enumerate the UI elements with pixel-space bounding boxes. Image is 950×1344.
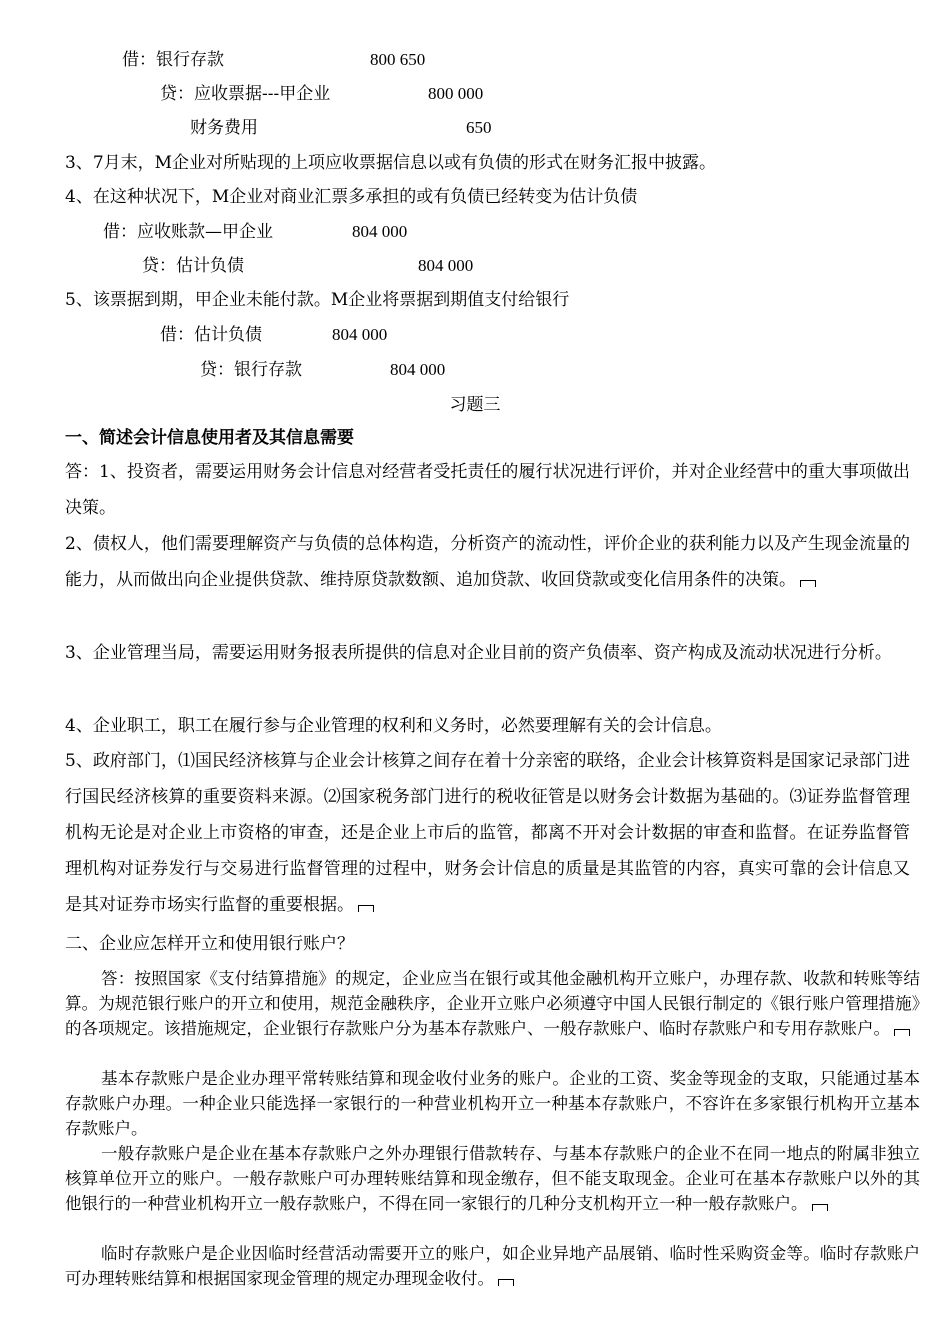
entry3-credit-amount: 804 000	[390, 360, 446, 379]
question-2-heading: 二、企业应怎样开立和使用银行账户？	[65, 934, 354, 954]
answer-3-paragraph: 3、企业管理当局，需要运用财务报表所提供的信息对企业目前的资产负债率、资产构成及流动状况进行分析。	[65, 643, 892, 663]
paragraph-3-text: 一般存款账户是企业在基本存款账户之外办理银行借款转存、与基本存款账户的企业不在同一地点的附属非独立核算单位开立的账户。一般存款账户可办理转账结算和现金缴存，但不能支取现金。企业可在基本存款账户以外的其他银行的一种营业机构开立一般存款账户，不得在同一家银行的几种分支机构开立一种一般存款账户。	[65, 1144, 920, 1213]
paragraph-mark-icon	[800, 580, 816, 587]
entry1-debit-amount: 800 650	[370, 50, 426, 69]
paragraph-mark-icon	[894, 1029, 910, 1036]
answer-4-paragraph: 4、企业职工，职工在履行参与企业管理的权利和义务时，必然要理解有关的会计信息。	[65, 716, 722, 736]
question-1-heading: 一、简述会计信息使用者及其信息需要	[65, 428, 354, 448]
step-4-text: 4、在这种状况下，M企业对商业汇票多承担的或有负债已经转变为估计负债	[65, 187, 638, 207]
paragraph-mark-icon	[358, 905, 374, 912]
entry1-credit2-label: 财务费用	[190, 118, 258, 138]
answer-2-paragraph	[65, 526, 910, 598]
section-title: 习题三	[449, 395, 501, 415]
step-3-text: 3、7月末，M企业对所贴现的上项应收票据信息以或有负债的形式在财务汇报中披露。	[65, 153, 717, 173]
step-5-text: 5、该票据到期，甲企业未能付款。M企业将票据到期值支付给银行	[65, 290, 570, 310]
question-2-paragraph-3	[65, 1141, 920, 1216]
question-2-paragraph-4	[65, 1241, 920, 1291]
answer-1-paragraph: 答：1、投资者，需要运用财务会计信息对经营者受托责任的履行状况进行评价，并对企业经营中的重大事项做出决策。	[65, 462, 910, 518]
answer-5-paragraph	[65, 743, 910, 923]
entry3-debit-amount: 804 000	[332, 325, 388, 344]
entry1-credit2-amount: 650	[466, 118, 492, 137]
entry3-debit-label: 借：估计负债	[160, 325, 262, 345]
entry2-debit-amount: 804 000	[352, 222, 408, 241]
entry2-credit-label: 贷：估计负债	[142, 256, 244, 276]
entry3-credit-label: 贷：银行存款	[200, 360, 302, 380]
paragraph-4-text: 临时存款账户是企业因临时经营活动需要开立的账户，如企业异地产品展销、临时性采购资金等。临时存款账户可办理转账结算和根据国家现金管理的规定办理现金收付。	[65, 1244, 920, 1288]
question-2-paragraph-2: 基本存款账户是企业办理平常转账结算和现金收付业务的账户。企业的工资、奖金等现金的支取，只能通过基本存款账户办理。一种企业只能选择一家银行的一种营业机构开立一种基本存款账户，不容许在多家银行机构开立基本存款账户。	[65, 1069, 920, 1138]
entry1-credit-label: 贷：应收票据---甲企业	[160, 84, 331, 104]
answer-5-text: 5、政府部门，⑴国民经济核算与企业会计核算之间存在着十分亲密的联络，企业会计核算资料是国家记录部门进行国民经济核算的重要资料来源。⑵国家税务部门进行的税收征管是以财务会计数据为基础的。⑶证券监督管理机构无论是对企业上市资格的审查，还是企业上市后的监管，都离不开对会计数据的审查和监督。在证券监督管理机构对证券发行与交易进行监督管理的过程中，财务会计信息的质量是其监管的内容，真实可靠的会计信息又是其对证券市场实行监督的重要根据。	[65, 751, 910, 915]
question-2-paragraph-1	[65, 966, 920, 1041]
entry2-debit-label: 借：应收账款—甲企业	[103, 222, 273, 242]
entry2-credit-amount: 804 000	[418, 256, 474, 275]
paragraph-mark-icon	[812, 1204, 828, 1211]
paragraph-1-text: 答：按照国家《支付结算措施》的规定，企业应当在银行或其他金融机构开立账户，办理存款、收款和转账等结算。为规范银行账户的开立和使用，规范金融秩序，企业开立账户必须遵守中国人民银行制定的《银行账户管理措施》的各项规定。该措施规定，企业银行存款账户分为基本存款账户、一般存款账户、临时存款账户和专用存款账户。	[65, 969, 920, 1038]
paragraph-mark-icon	[498, 1279, 514, 1286]
entry1-credit-amount: 800 000	[428, 84, 484, 103]
entry1-debit-label: 借：银行存款	[122, 50, 224, 70]
answer-2-text: 2、债权人，他们需要理解资产与负债的总体构造，分析资产的流动性，评价企业的获利能力以及产生现金流量的能力，从而做出向企业提供贷款、维持原贷款数额、追加贷款、收回贷款或变化信用条件的决策。	[65, 534, 910, 590]
